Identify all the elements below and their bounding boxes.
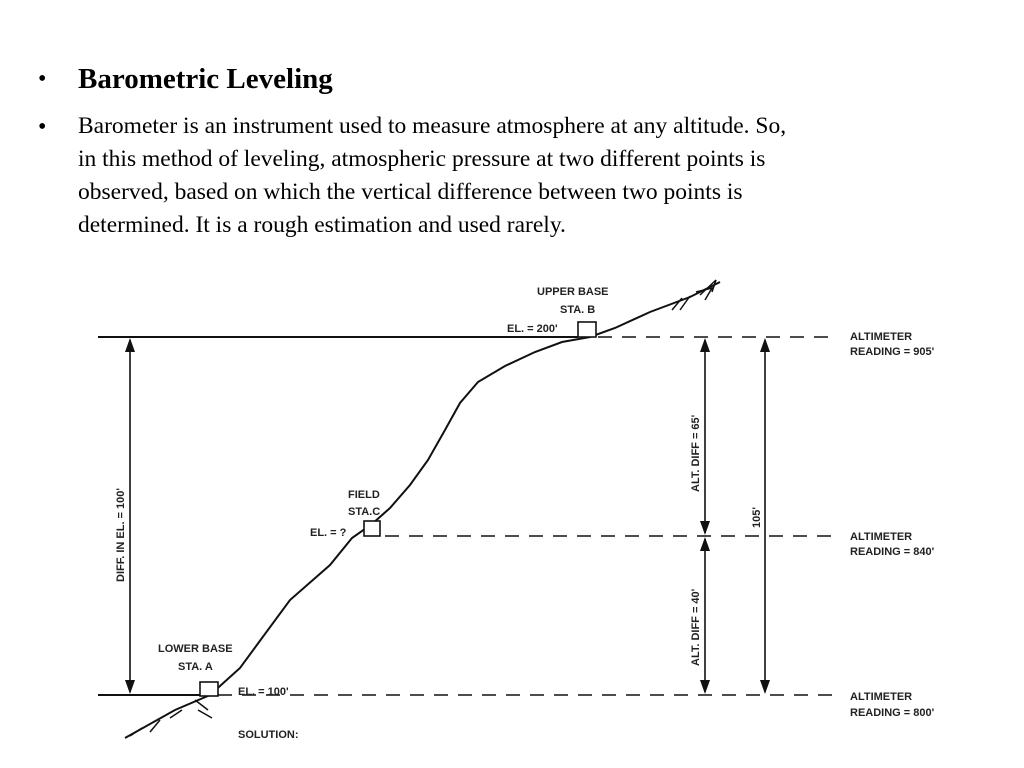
arrowhead xyxy=(125,338,135,352)
paragraph-line: observed, based on which the vertical difference between two points is xyxy=(78,179,743,205)
total-diff-label: 105' xyxy=(751,507,763,528)
arrowhead xyxy=(760,338,770,352)
station-b-box xyxy=(578,322,596,337)
alt-diff-upper-label: ALT. DIFF = 65' xyxy=(690,414,702,492)
alt-diff-lower-label: ALT. DIFF = 40' xyxy=(690,588,702,666)
station-c-box xyxy=(364,521,380,536)
diff-el-label: DIFF. IN EL. = 100' xyxy=(115,487,127,582)
field-station-label: FIELD xyxy=(348,489,380,501)
field-station-label: STA.C xyxy=(348,506,381,518)
reading-top-value: READING = 905' xyxy=(850,346,935,358)
slide-heading: Barometric Leveling xyxy=(78,63,333,95)
arrowhead xyxy=(700,521,710,535)
reading-mid-label: ALTIMETER xyxy=(850,531,913,543)
solution-label: SOLUTION: xyxy=(238,729,299,740)
arrowhead xyxy=(760,680,770,694)
bullet-marker: • xyxy=(38,66,47,92)
upper-el-label: EL. = 200' xyxy=(507,323,558,335)
reading-bottom-label: ALTIMETER xyxy=(850,691,913,703)
lower-station-label: LOWER BASE xyxy=(158,643,233,655)
slide-paragraph xyxy=(78,110,958,242)
barometric-leveling-diagram xyxy=(0,270,1024,740)
paragraph-line: determined. It is a rough estimation and used rarely. xyxy=(78,212,566,238)
paragraph-line: in this method of leveling, atmospheric pressure at two different points is xyxy=(78,146,766,172)
arrowhead xyxy=(700,338,710,352)
upper-station-label: UPPER BASE xyxy=(537,286,609,298)
lower-el-label: EL. = 100' xyxy=(238,686,289,698)
reading-mid-value: READING = 840' xyxy=(850,546,935,558)
arrowhead xyxy=(700,680,710,694)
upper-station-label: STA. B xyxy=(560,304,596,316)
terrain-profile xyxy=(125,282,720,738)
terrain-hatch-bottom xyxy=(130,700,212,736)
heading-bullet xyxy=(38,62,333,96)
paragraph-line: Barometer is an instrument used to measure atmosphere at any altitude. So, xyxy=(78,113,787,139)
reading-top-label: ALTIMETER xyxy=(850,331,913,343)
arrowhead xyxy=(700,537,710,551)
station-a-box xyxy=(200,682,218,696)
bullet-marker: • xyxy=(38,114,47,140)
lower-station-label: STA. A xyxy=(178,661,213,673)
arrowhead xyxy=(125,680,135,694)
reading-bottom-value: READING = 800' xyxy=(850,707,935,719)
paragraph-bullet xyxy=(38,110,958,242)
field-el-label: EL. = ? xyxy=(310,527,347,539)
